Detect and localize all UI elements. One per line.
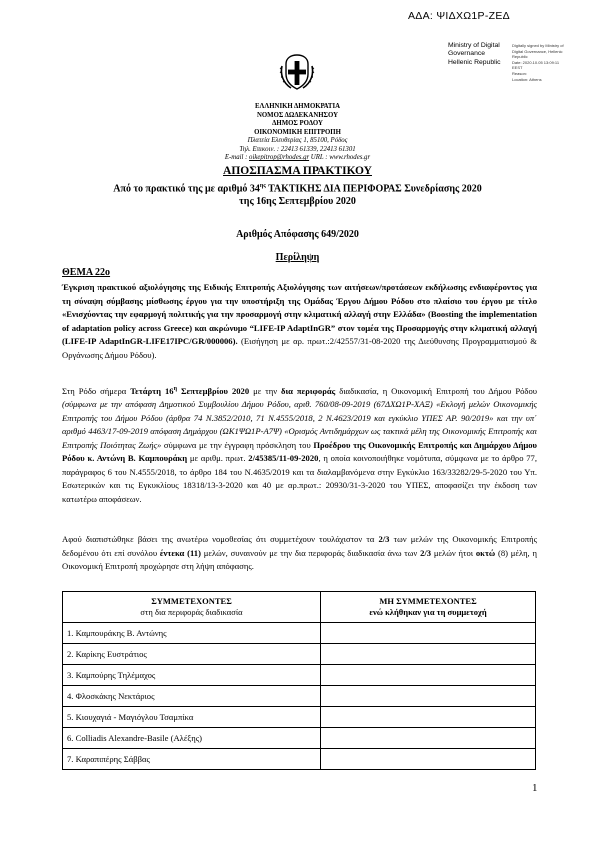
table-row: [63, 749, 536, 770]
summary-heading: Περίληψη: [275, 252, 320, 263]
header-title: ΣΥΜΜΕΤΕΧΟΝΤΕΣ: [151, 596, 232, 606]
text-run: 2/45385/11-09-2020: [248, 453, 319, 464]
text-run: (8) μέλη, η Οικονομική Επιτροπή προχώρησε στη λήψη απόφασης.: [62, 547, 537, 571]
text-run: δια περιφοράς: [281, 385, 336, 396]
subtitle-sup: ης: [259, 183, 266, 189]
document-subtitle: [60, 180, 535, 208]
subject-normal: (Εισήγηση με αρ. πρωτ.:2/42557/31-08-2020 της Διεύθυνσης Προγραμματισμού & Οργάνωσης Δήμου Ρόδου).: [62, 336, 537, 360]
absent-cell: [321, 728, 536, 749]
ada-code: ΑΔΑ: ΨΙΔΧΩ1Ρ-ΖΕΔ: [408, 10, 510, 22]
theme-heading: ΘΕΜΑ 22ο: [62, 267, 111, 278]
table-row: [63, 665, 536, 686]
table-row: [63, 707, 536, 728]
subject-bold: Έγκριση πρακτικού αξιολόγησης της Ειδικής Επιτροπής Αξιολόγησης των αιτήσεων/προτάσεων εκδήλωσης ενδιαφέροντος για τη σύναψη σύμβασης μίσθωσης έργου για την υποστήριξη της Ομάδας Έργου Δήμου Ρόδου στο πλαίσιο του έργου με τίτλο «Ενισχύοντας την εφαρμογή πολιτικής για την προσαρμογή στην κλιματική αλλαγή στην Ελλάδα» (Boosting the implementation of adaptation policy across Greece) και ακρώνυμο “LIFE-IP AdaptInGR” στον τομέα της Προσαρμογής στην κλιματική αλλαγή (LIFE-IP AdaptInGR-LIFE17IPC/GR/000006).: [62, 282, 537, 346]
subtitle-part: ΤΑΚΤΙΚΗΣ ΔΙΑ ΠΕΡΙΦΟΡΑΣ Συνεδρίασης 2020: [265, 183, 482, 195]
table-row: [63, 644, 536, 665]
text-run: 2/3: [420, 547, 432, 558]
stamp-line: Date: 2020.10.05 13:09:11: [512, 59, 560, 65]
participant-cell: 7. Καραπιπέρης Σάββας: [63, 749, 321, 770]
absent-header: [321, 592, 536, 623]
page-number: 1: [532, 782, 538, 794]
signature-line: Ministry of Digital: [448, 42, 500, 49]
quorum-paragraph: [62, 533, 537, 574]
header-prefecture: ΝΟΜΟΣ ΔΩΔΕΚΑΝΗΣΟΥ: [256, 111, 339, 119]
header-country: ΕΛΛΗΝΙΚΗ ΔΗΜΟΚΡΑΤΙΑ: [254, 103, 341, 110]
participant-cell: 1. Καμπουράκης Β. Αντώνης: [63, 623, 321, 644]
text-run: των μελών της Οικονομικής Επιτροπής δεδομένου ότι επί συνόλου: [62, 534, 537, 558]
absent-cell: [321, 623, 536, 644]
stamp-line: Reason:: [512, 70, 527, 76]
text-run: διαδικασία, η Οικονομική Επιτροπή του Δήμου Ρόδου: [335, 385, 538, 396]
text-run: με αριθμ. πρωτ.: [187, 453, 249, 464]
participant-cell: 5. Κιουχαγιά - Μαγιόγλου Τσαμπίκα: [63, 707, 321, 728]
absent-cell: [321, 707, 536, 728]
text-run: Στη Ρόδο σήμερα: [62, 385, 131, 396]
text-run: μελών ήτοι: [431, 547, 476, 558]
text-run: σύμφωνα με την έγγραφη πρόσκληση του: [161, 439, 314, 450]
participants-header: [63, 592, 321, 623]
greek-coat-of-arms-icon: [277, 52, 317, 92]
participant-cell: 6. Colliadis Alexandre-Basile (Αλέξης): [63, 728, 321, 749]
text-sup: η: [173, 386, 177, 392]
text-run: 2/3: [378, 534, 390, 544]
table-header-row: [63, 592, 536, 623]
table-row: [63, 728, 536, 749]
stamp-line: Republic: [512, 54, 528, 60]
email-link[interactable]: oikepitrop@rhodes.gr: [249, 154, 310, 161]
digital-signature-text: [448, 42, 508, 67]
participant-cell: 2. Καρίκης Ευστράτιος: [63, 644, 321, 665]
document-title: ΑΠΟΣΠΑΣΜΑ ΠΡΑΚΤΙΚΟΥ: [223, 165, 372, 177]
stamp-line: Digital Governance, Hellenic: [512, 48, 563, 54]
decision-number: Αριθμός Απόφασης 649/2020: [236, 229, 359, 240]
subtitle-date: της 16ης Σεπτεμβρίου 2020: [239, 196, 356, 208]
participant-cell: 4. Φλοσκάκης Νεκτάριος: [63, 686, 321, 707]
header-address: Πλατεία Ελευθερίας 1, 85100, Ρόδος: [247, 137, 348, 144]
text-run: (σύμφωνα με την απόφαση Δημοτικού Συμβουλίου Δήμου Ρόδου, αριθ. 760/08-09-2019 (67ΔΧΩ1Ρ-ΧΑΞ) «Εκλογή μελών Οικονομικής Επιτροπής του Δήμου Ρόδου (άρθρα 74 Ν.3852/2010, 71 Ν.4555/2018, 2 Ν.4623/2019 και εγκύκλιο ΥΠΕΣ ΑΡ. 90/2019» και την υπ΄ αριθμό 4463/17-09-2019 απόφαση Δημάρχου (ΩΚ1ΨΩ1Ρ-Α7Ψ) «Ορισμός Αντιδημάρχων ως τακτικά μέλη της Οικονομικής Επιτροπής και Επιτροπής Ποιότητας Ζωής»: [62, 399, 537, 450]
text-run: Σεπτεμβρίου 2020: [177, 385, 250, 396]
issuer-header: [160, 103, 435, 163]
text-run: έντεκα (11): [159, 547, 201, 558]
text-run: οκτώ: [475, 547, 496, 558]
text-run: με την: [249, 385, 282, 396]
text-run: , η οποία κοινοποιήθηκε νομότυπα, σύμφωνα με το άρθρο 77, παράγραφος 6 του Ν.4555/2018, το άρθρο 184 του Ν.4635/2019 και τα διαλαμβανόμενα στην Εγκύκλιο 163/33282/29-5-2020 του Υπ. Εσωτερικών και τις Εγκυκλίους 18318/13-3-2020 και 40 με αρ.πρωτ.: 20930/31-3-2020 του ΥΠΕΣ, αποφασίζει την έκδοση των κατωτέρω αποφάσεων.: [62, 453, 538, 504]
text-run: Τετάρτη 16: [130, 385, 174, 396]
signature-line: Governance: [448, 50, 486, 58]
absent-cell: [321, 665, 536, 686]
meeting-paragraph: [62, 383, 537, 506]
header-subtitle: ενώ κλήθηκαν για τη συμμετοχή: [369, 607, 487, 617]
stamp-line: Location: Athens: [512, 76, 542, 82]
participant-cell: 3. Καμπούρης Τηλέμαχος: [63, 665, 321, 686]
stamp-line: Digitally signed by Ministry of: [512, 43, 564, 48]
absent-cell: [321, 686, 536, 707]
header-contact: [160, 154, 435, 163]
absent-cell: [321, 749, 536, 770]
participants-table: [62, 591, 536, 770]
stamp-line: EEST: [512, 65, 523, 71]
text-run: Προέδρου της Οικονομικής Επιτροπής και Δημάρχου Δήμου Ρόδου κ. Αντώνη Β. Καμπουράκη: [62, 439, 537, 464]
signature-line: Hellenic Republic: [448, 58, 501, 66]
header-phone: Τηλ. Επικοιν. : 22413 61339, 22413 61301: [239, 145, 356, 153]
absent-cell: [321, 644, 536, 665]
digital-signature-stamp: [512, 43, 590, 82]
text-run: μελών, συναινούν με την δια περιφοράς διαδικασία άνω των: [200, 547, 421, 558]
text-run: Αφού διαπιστώθηκε βάσει της ανωτέρω νομοθεσίας ότι συμμετέχουν τουλάχιστον τα: [62, 534, 379, 544]
url-text[interactable]: URL : www.rhodes.gr: [309, 154, 371, 161]
email-label: E-mail :: [224, 154, 250, 161]
table-row: [63, 623, 536, 644]
subtitle-part: Από το πρακτικό της με αριθμό 34: [113, 183, 260, 195]
table-row: [63, 686, 536, 707]
subject-paragraph: [62, 281, 537, 362]
header-title: ΜΗ ΣΥΜΜΕΤΕΧΟΝΤΕΣ: [379, 596, 477, 606]
header-subtitle: στη δια περιφοράς διαδικασία: [140, 607, 243, 617]
header-committee: ΟΙΚΟΝΟΜΙΚΗ ΕΠΙΤΡΟΠΗ: [254, 128, 341, 136]
header-municipality: ΔΗΜΟΣ ΡΟΔΟΥ: [272, 120, 323, 127]
